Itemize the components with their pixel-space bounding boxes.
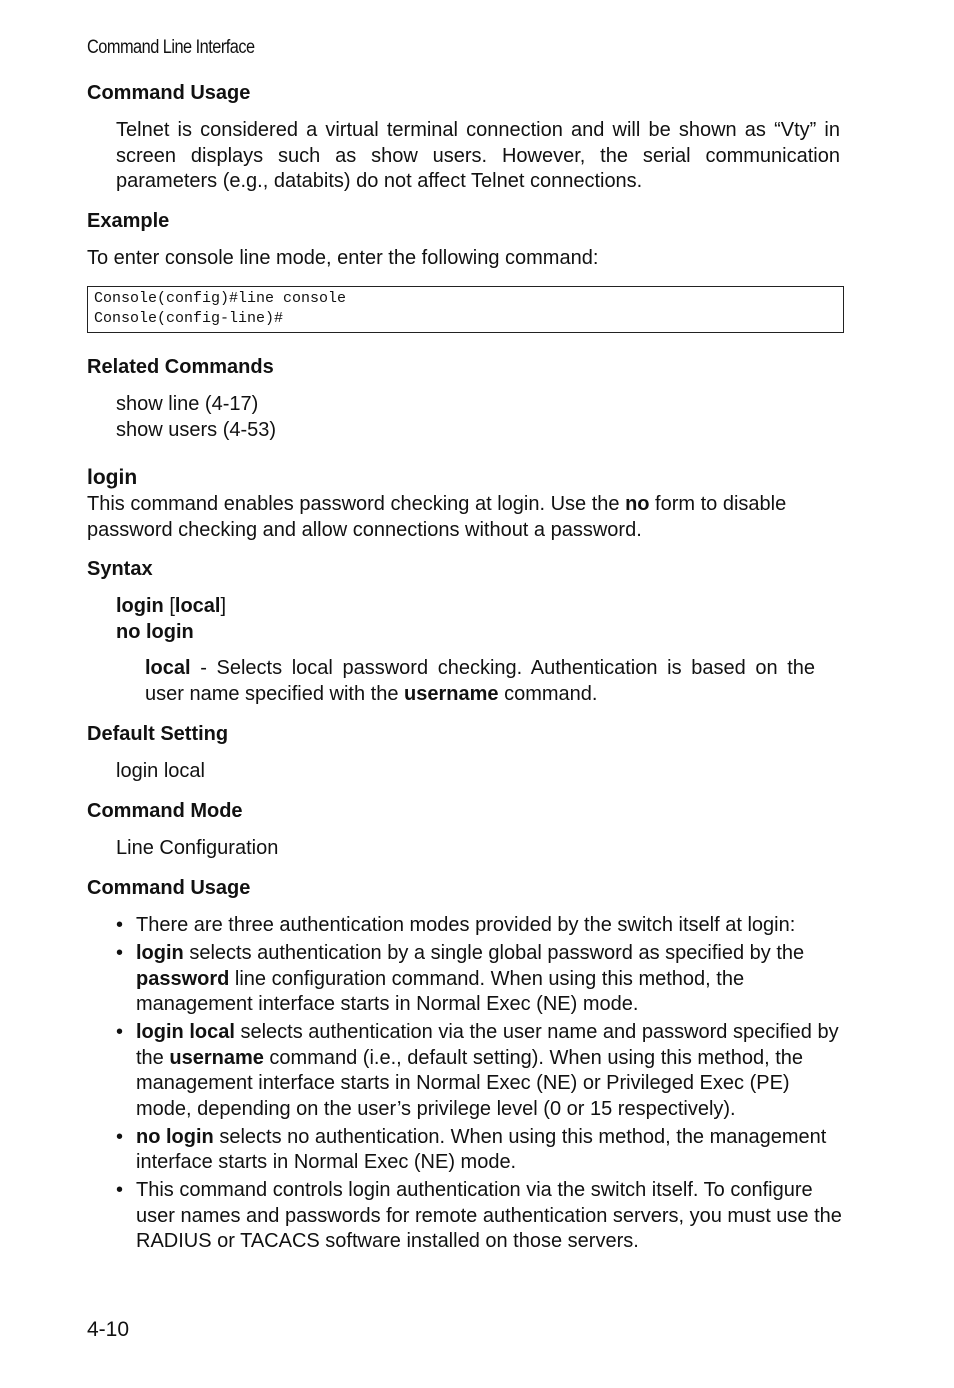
- related-command-item: show line (4-17): [116, 393, 259, 415]
- command-mode-value: Line Configuration: [116, 837, 279, 859]
- list-item-text: selects no authentication. When using this method, the management interface starts in Normal Exec (NE) mode.: [136, 1125, 827, 1173]
- list-item-text: command (i.e., default setting). When using this method, the management interface starts in Normal Exec (NE) or Privileged Exec (PE) mode, depending on the user’s privilege level (0 or 15 respectively).: [136, 1046, 804, 1120]
- syntax-line: [116, 620, 226, 646]
- command-description: [87, 492, 827, 543]
- command-title: login: [87, 466, 138, 489]
- related-commands-heading: Related Commands: [87, 356, 274, 378]
- list-item-keyword: no login: [136, 1125, 214, 1148]
- default-setting-value: login local: [116, 760, 205, 782]
- syntax-heading: Syntax: [87, 558, 153, 580]
- list-item: [116, 913, 846, 939]
- param-text: - Selects local password checking. Authentication is based on the user name specified with the: [145, 657, 815, 705]
- list-item-text: selects authentication by a single global password as specified by the: [183, 942, 805, 964]
- related-commands-list: [116, 392, 276, 443]
- list-item: [116, 1125, 846, 1176]
- list-item-keyword: login: [136, 942, 184, 964]
- page-number: 4-10: [87, 1318, 130, 1341]
- related-command-item: show users (4-53): [116, 418, 277, 441]
- command-usage-heading: Command Usage: [87, 82, 251, 104]
- bullet: •: [116, 1179, 124, 1201]
- desc-text: This command enables password checking at login. Use the: [87, 493, 626, 515]
- code-example: [87, 286, 844, 333]
- code-line: Console(config-line)#: [94, 310, 284, 327]
- example-heading: Example: [87, 210, 170, 232]
- desc-text: form to disable password checking and allow connections without a password.: [87, 493, 787, 541]
- bullet: •: [116, 942, 124, 964]
- list-item-keyword: login local: [136, 1021, 235, 1043]
- list-item: [116, 1178, 846, 1255]
- bullet: •: [116, 914, 124, 936]
- param-text: command.: [498, 682, 598, 705]
- param-keyword: username: [404, 682, 499, 705]
- command-usage-2-heading: Command Usage: [87, 877, 251, 899]
- command-mode-heading: Command Mode: [87, 800, 243, 822]
- command-usage-list: [116, 913, 846, 1257]
- command-usage-text: Telnet is considered a virtual terminal connection and will be shown as “Vty” in screen displays such as show users. However, the serial communication parameters (e.g., databits) do not affect Telnet connections.: [116, 119, 840, 192]
- param-name: local: [145, 657, 191, 679]
- syntax-line: [116, 594, 226, 620]
- bullet: •: [116, 1021, 124, 1043]
- desc-keyword: no: [625, 493, 650, 515]
- running-head: Command Line Interface: [87, 37, 255, 58]
- syntax-block: [116, 594, 226, 645]
- syntax-command: no login: [116, 620, 194, 643]
- list-item-text: line configuration command. When using this method, the management interface starts in Normal Exec (NE) mode.: [136, 967, 745, 1015]
- list-item-text: There are three authentication modes provided by the switch itself at login:: [136, 914, 796, 936]
- default-setting-heading: Default Setting: [87, 723, 229, 745]
- list-item: [116, 941, 846, 1018]
- syntax-bracket: ]: [220, 595, 227, 617]
- list-item-text: This command controls login authentication via the switch itself. To configure user names and passwords for remote authentication servers, you must use the RADIUS or TACACS software installed on those servers.: [136, 1179, 842, 1252]
- example-intro: To enter console line mode, enter the following command:: [87, 247, 599, 269]
- code-line: Console(config)#line console: [94, 290, 347, 307]
- syntax-parameter: [145, 656, 815, 707]
- list-item: [116, 1020, 846, 1122]
- bullet: •: [116, 1125, 124, 1148]
- list-item-text: selects authentication via the user name and password specified by the: [136, 1021, 839, 1069]
- syntax-argument: local: [174, 595, 221, 617]
- list-item-keyword: username: [169, 1046, 264, 1069]
- syntax-command: login: [116, 595, 164, 617]
- syntax-bracket: [: [163, 595, 175, 617]
- list-item-keyword: password: [136, 967, 230, 990]
